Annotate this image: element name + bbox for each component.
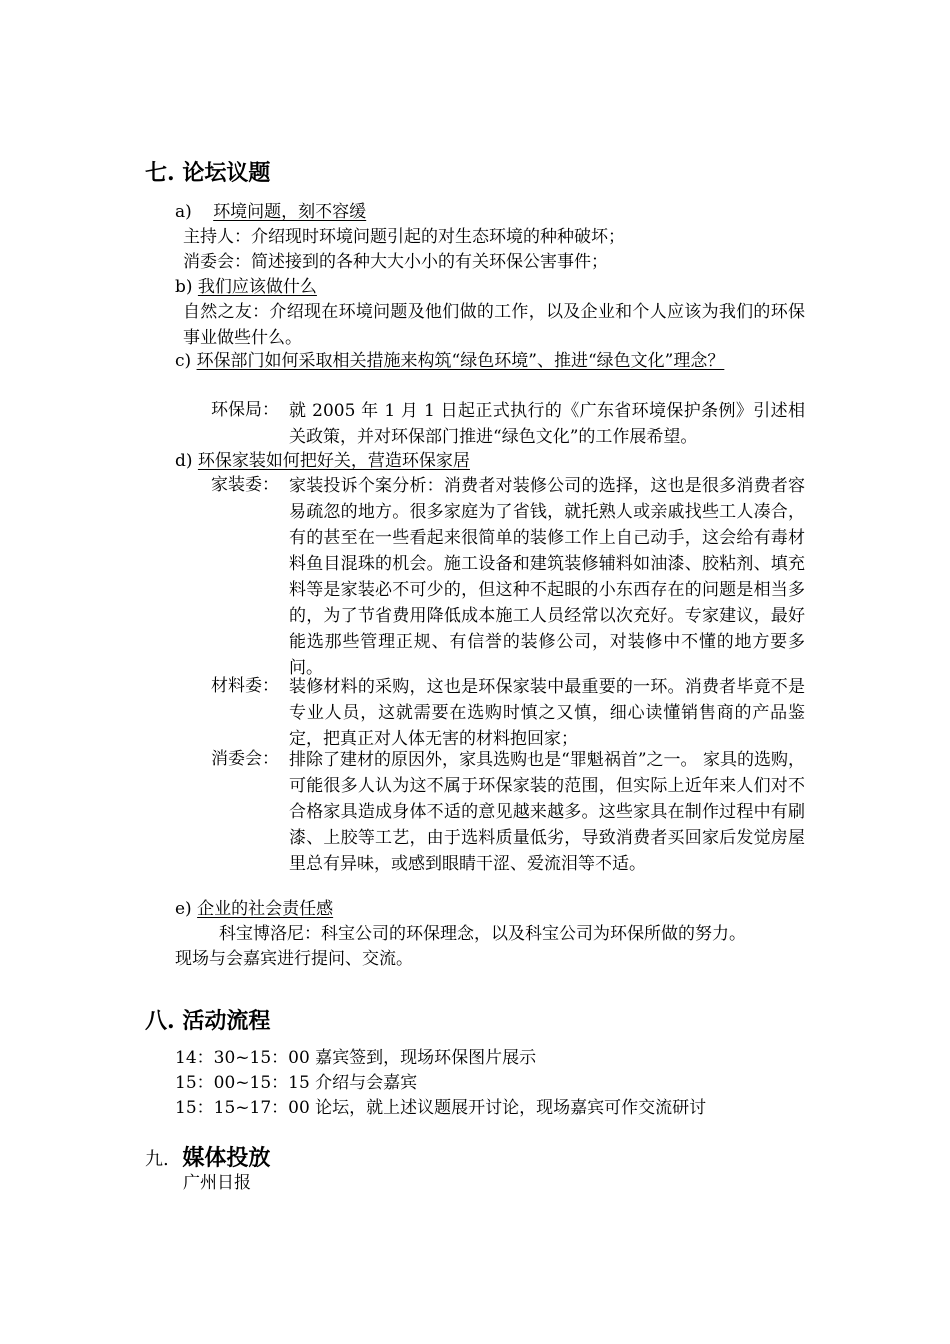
- item-b-label: b): [175, 277, 193, 297]
- section-9-heading: 媒体投放: [182, 1145, 271, 1171]
- item-d2-speaker: 材料委：: [211, 676, 279, 696]
- item-d1-speaker: 家装委：: [211, 475, 279, 495]
- item-e-title: 企业的社会责任感: [197, 899, 334, 919]
- item-d-heading: [175, 449, 470, 473]
- media-item: 广州日报: [183, 1173, 251, 1193]
- item-a-line-2: 消委会：简述接到的各种大大小小的有关环保公害事件；: [183, 252, 608, 272]
- item-c-title: 环保部门如何采取相关措施来构筑“绿色环境”、推进“绿色文化”理念？: [196, 351, 725, 371]
- item-a-line-1: 主持人：介绍现时环境问题引起的对生态环境的种种破坏；: [183, 227, 625, 247]
- item-c-label: c): [175, 351, 192, 371]
- item-d-label: d): [175, 451, 193, 471]
- item-d-title: 环保家装如何把好关，营造环保家居: [197, 451, 470, 471]
- schedule-item: 15：15~17：00 论坛，就上述议题展开讨论，现场嘉宾可作交流研讨: [175, 1098, 707, 1118]
- item-d2-text: 装修材料的采购，这也是环保家装中最重要的一环。消费者毕竟不是专业人员，这就需要在选购时慎之又慎，细心读懂销售商的产品鉴定，把真正对人体无害的材料抱回家；: [289, 677, 805, 749]
- item-d1-text: 家装投诉个案分析：消费者对装修公司的选择，这也是很多消费者容易疏忽的地方。很多家庭为了省钱，就托熟人或亲戚找些工人凑合，有的甚至在一些看起来很简单的装修工作上自己动手，这会给有毒材料鱼目混珠的机会。施工设备和建筑装修辅料如油漆、胶粘剂、填充料等是家装必不可少的，但这种不起眼的小东西存在的问题是相当多的，为了节省费用降低成本施工人员经常以次充好。专家建议，最好能选那些管理正规、有信誉的装修公司，对装修中不懂的地方要多问。: [289, 476, 805, 678]
- item-c-text: 就 2005 年 1 月 1 日起正式执行的《广东省环境保护条例》引述相关政策，并对环保部门推进“绿色文化”的工作展希望。: [289, 401, 805, 447]
- section-7-title: 七. 论坛议题: [145, 160, 271, 186]
- item-b-title: 我们应该做什么: [197, 277, 317, 297]
- item-c-heading: [175, 348, 805, 374]
- section-9-number: 九.: [145, 1149, 169, 1170]
- item-d3-text: 排除了建材的原因外，家具选购也是“罪魁祸首”之一。 家具的选购，可能很多人认为这不属于环保家装的范围，但实际上近年来人们对不合格家具造成身体不适的意见越来越多。这些家具在制作过程中有刷漆、上胶等工艺，由于选料质量低劣，导致消费者买回家后发觉房屋里总有异味，或感到眼睛干涩、爱流泪等不适。: [289, 750, 805, 874]
- item-e-text: 科宝博洛尼：科宝公司的环保理念，以及科宝公司为环保所做的努力。: [219, 924, 746, 944]
- schedule-item: 15：00~15：15 介绍与会嘉宾: [175, 1073, 418, 1093]
- schedule-item: 14：30~15：00 嘉宾签到，现场环保图片展示: [175, 1048, 537, 1068]
- item-e-label: e): [175, 899, 192, 919]
- item-e-text-2: 现场与会嘉宾进行提问、交流。: [175, 949, 413, 969]
- item-b-heading: [175, 275, 317, 299]
- item-a-heading: [175, 200, 366, 224]
- item-c-speaker: 环保局：: [211, 400, 279, 420]
- item-d3-speaker: 消委会：: [211, 749, 279, 769]
- section-8-title: 八. 活动流程: [145, 1008, 271, 1034]
- item-b-text: 自然之友：介绍现在环境问题及他们做的工作，以及企业和个人应该为我们的环保事业做些什么。: [183, 302, 805, 348]
- item-a-label: a): [175, 202, 192, 222]
- item-a-title: 环境问题，刻不容缓: [213, 202, 367, 222]
- item-e-heading: [175, 897, 333, 921]
